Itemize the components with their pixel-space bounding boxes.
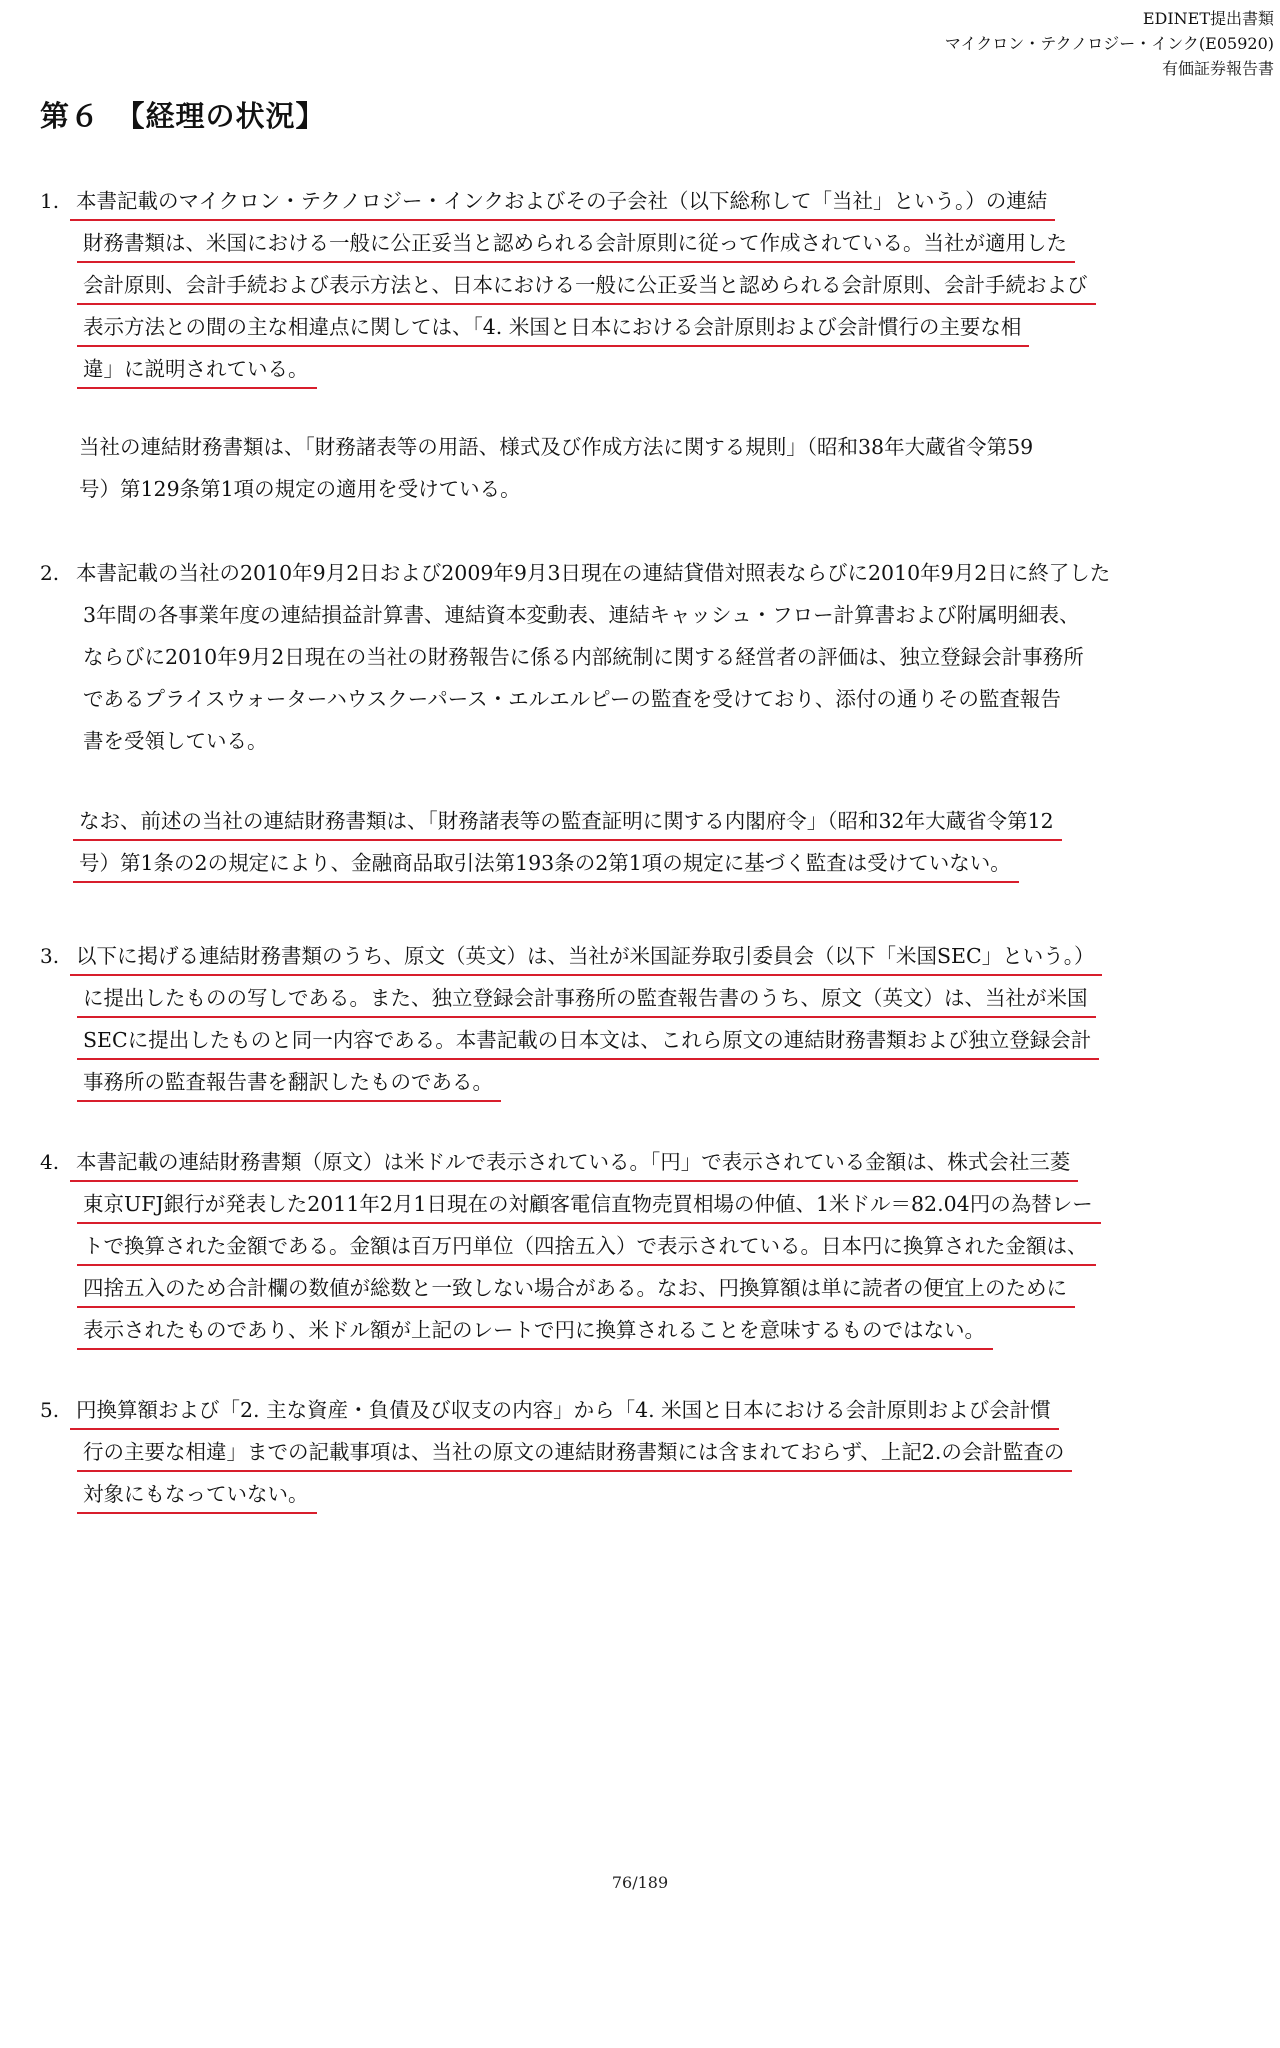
underlined-line: 本書記載のマイクロン・テクノロジー・インクおよびその子会社（以下総称して「当社」という。）の連結 [70, 183, 1055, 221]
note-line: 号）第129条第1項の規定の適用を受けている。 [79, 477, 521, 501]
underlined-line: 会計原則、会計手続および表示方法と、日本における一般に公正妥当と認められる会計原則、会計手続および [77, 267, 1096, 305]
underlined-line: 違」に説明されている。 [77, 351, 317, 389]
section-number: 1. [40, 189, 60, 213]
section-2-note [79, 800, 1179, 884]
section-body [76, 552, 1176, 762]
section-number: 2. [40, 561, 60, 585]
underlined-line: 表示方法との間の主な相違点に関しては、「4. 米国と日本における会計原則および会計慣行の主要な相 [77, 309, 1029, 347]
underlined-line: に提出したものの写しである。また、独立登録会計事務所の監査報告書のうち、原文（英文）は、当社が米国 [77, 980, 1096, 1018]
header-doc-type: 有価証券報告書 [1161, 59, 1274, 78]
underlined-line: 東京UFJ銀行が発表した2011年2月1日現在の対顧客電信直物売買相場の仲値、1米ドル＝82.04円の為替レー [77, 1186, 1101, 1224]
body-line: 本書記載の当社の2010年9月2日および2009年9月3日現在の連結貸借対照表ならびに2010年9月2日に終了した [76, 561, 1111, 585]
underlined-line: 表示されたものであり、米ドル額が上記のレートで円に換算されることを意味するものではない。 [77, 1312, 993, 1350]
page-title: 第６ 【経理の状況】 [40, 99, 326, 133]
section-body-underlined [76, 935, 1176, 1103]
page-number: 76/189 [611, 1873, 669, 1892]
underlined-line: 四捨五入のため合計欄の数値が総数と一致しない場合がある。なお、円換算額は単に読者の便宜上のために [77, 1270, 1075, 1308]
underlined-line: 円換算額および「2. 主な資産・負債及び収支の内容」から「4. 米国と日本における会計原則および会計慣 [70, 1392, 1059, 1430]
note-line: 当社の連結財務書類は、「財務諸表等の用語、様式及び作成方法に関する規則」（昭和38年大蔵省令第59 [79, 435, 1034, 459]
body-line: であるプライスウォーターハウスクーパース・エルエルピーの監査を受けており、添付の通りその監査報告 [83, 687, 1061, 711]
underlined-line: 対象にもなっていない。 [77, 1476, 317, 1514]
section-number: 5. [40, 1398, 60, 1422]
body-line: 3年間の各事業年度の連結損益計算書、連結資本変動表、連結キャッシュ・フロー計算書および附属明細表、 [83, 603, 1080, 627]
body-line: ならびに2010年9月2日現在の当社の財務報告に係る内部統制に関する経営者の評価は、独立登録会計事務所 [83, 645, 1084, 669]
underlined-line: なお、前述の当社の連結財務書類は、「財務諸表等の監査証明に関する内閣府令」（昭和32年大蔵省令第12 [73, 803, 1062, 841]
section-number: 4. [40, 1150, 60, 1174]
section-body-underlined [76, 1141, 1176, 1351]
underlined-line: トで換算された金額である。金額は百万円単位（四捨五入）で表示されている。日本円に換算された金額は、 [77, 1228, 1096, 1266]
section-body-underlined [76, 1389, 1176, 1515]
underlined-line: SECに提出したものと同一内容である。本書記載の日本文は、これら原文の連結財務書類および独立登録会計 [77, 1022, 1099, 1060]
section-number: 3. [40, 944, 60, 968]
header-company: マイクロン・テクノロジー・インク(E05920) [944, 34, 1274, 53]
underlined-line: 事務所の監査報告書を翻訳したものである。 [77, 1064, 501, 1102]
underlined-line: 以下に掲げる連結財務書類のうち、原文（英文）は、当社が米国証券取引委員会（以下「米国SEC」という。） [70, 938, 1102, 976]
underlined-line: 本書記載の連結財務書類（原文）は米ドルで表示されている。「円」で表示されている金額は、株式会社三菱 [70, 1144, 1078, 1182]
underlined-line: 号）第1条の2の規定により、金融商品取引法第193条の2第1項の規定に基づく監査は受けていない。 [73, 845, 1019, 883]
section-body-underlined [76, 180, 1176, 390]
underlined-line: 財務書類は、米国における一般に公正妥当と認められる会計原則に従って作成されている。当社が適用した [77, 225, 1075, 263]
underlined-line: 行の主要な相違」までの記載事項は、当社の原文の連結財務書類には含まれておらず、上記2.の会計監査の [77, 1434, 1072, 1472]
document-header [945, 6, 1274, 81]
body-line: 書を受領している。 [83, 729, 268, 753]
section-1-note [79, 426, 1179, 510]
header-edinet: EDINET提出書類 [1142, 9, 1274, 28]
